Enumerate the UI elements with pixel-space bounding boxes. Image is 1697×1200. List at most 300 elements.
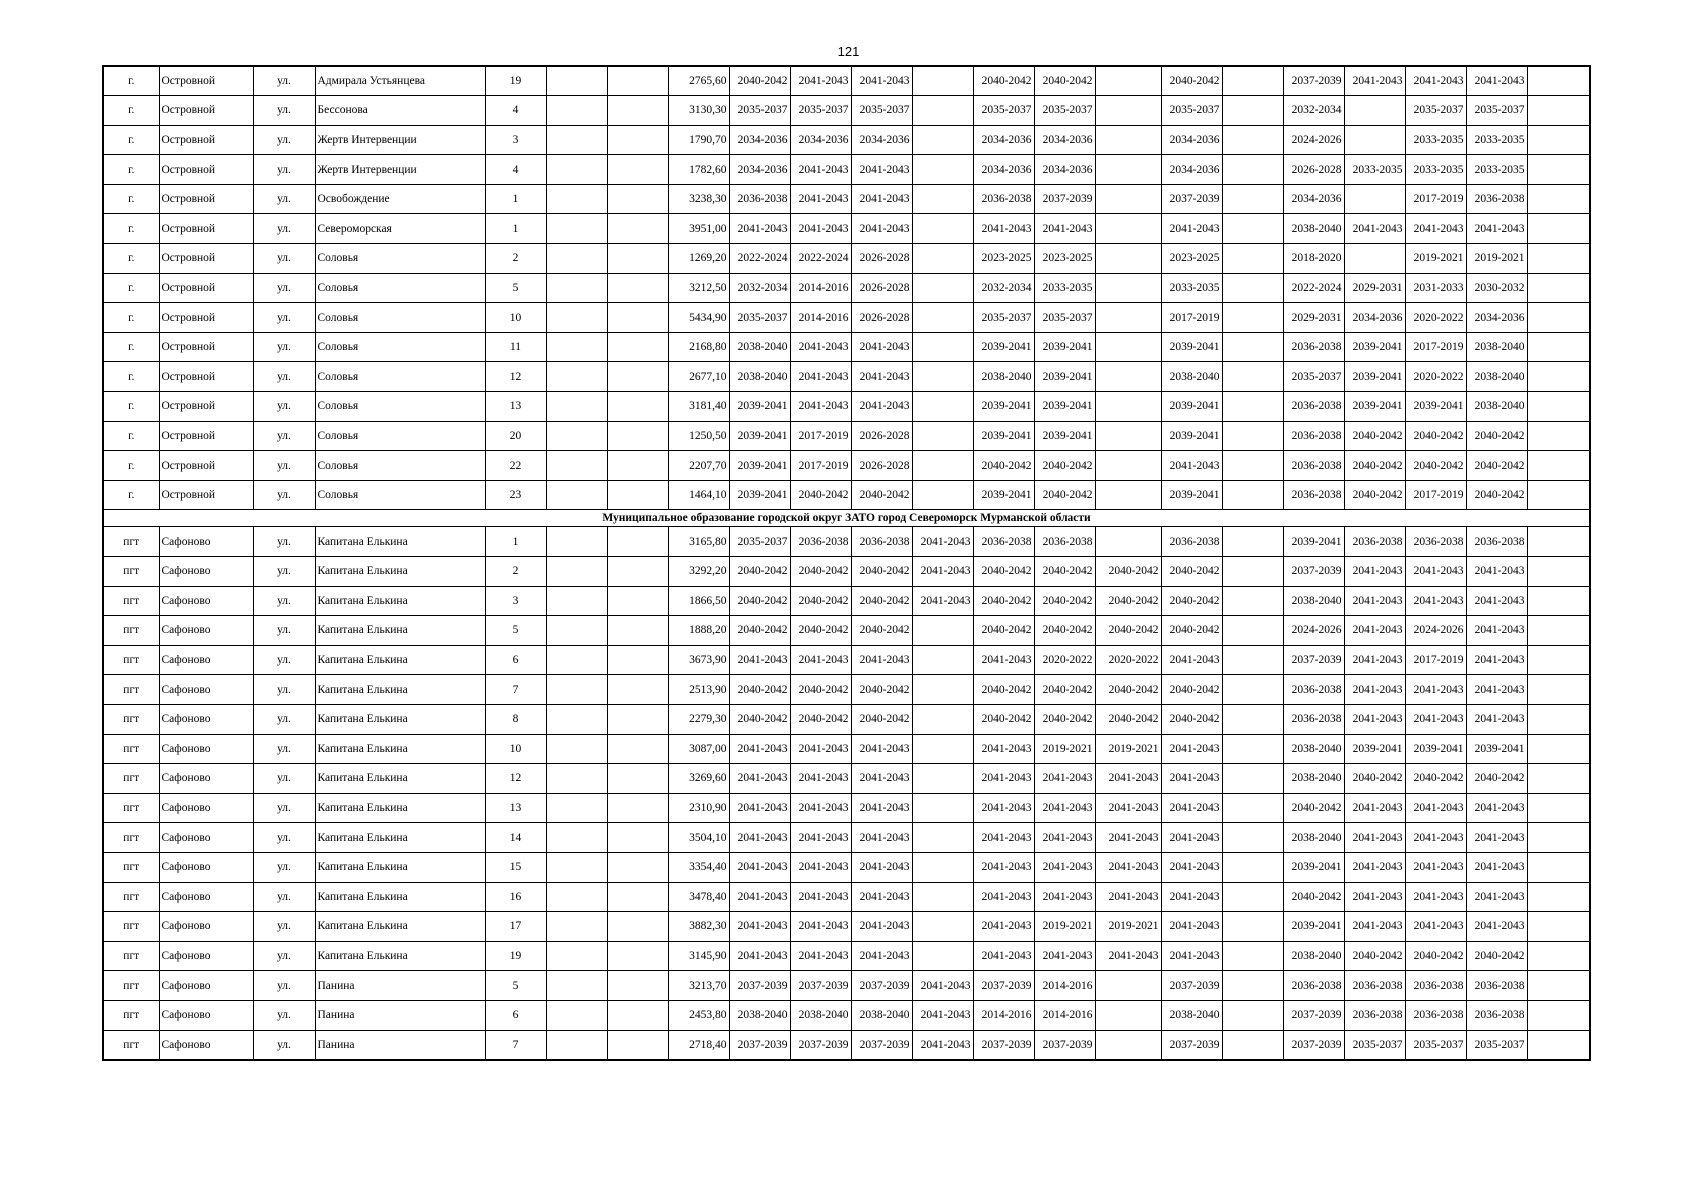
cell-period-col-19: 2041-2043 [1344,852,1405,882]
cell-empty-col-6 [546,645,607,675]
cell-settlement-name: Островной [159,273,253,303]
cell-period-col-18: 2029-2031 [1283,303,1344,333]
cell-period-col-15 [1095,527,1161,557]
cell-settlement-type: пгт [103,1030,159,1060]
cell-street-name: Капитана Елькина [315,527,485,557]
cell-settlement-name: Островной [159,421,253,451]
cell-settlement-name: Островной [159,184,253,214]
cell-settlement-name: Сафоново [159,912,253,942]
cell-area: 3181,40 [668,392,729,422]
cell-period-col-13: 2041-2043 [973,941,1034,971]
cell-period-col-16: 2040-2042 [1161,586,1222,616]
cell-house-number: 23 [485,480,546,510]
cell-settlement-type: г. [103,214,159,244]
cell-house-number: 17 [485,912,546,942]
cell-period-col-11: 2038-2040 [851,1000,912,1030]
cell-period-col-16: 2040-2042 [1161,616,1222,646]
cell-settlement-type: пгт [103,882,159,912]
cell-house-number: 2 [485,244,546,274]
table-row [103,793,1590,823]
cell-settlement-type: пгт [103,941,159,971]
cell-house-number: 4 [485,96,546,126]
cell-period-col-19: 2036-2038 [1344,527,1405,557]
cell-period-col-10: 2014-2016 [790,303,851,333]
cell-period-col-14: 2034-2036 [1034,125,1095,155]
cell-period-col-13: 2040-2042 [973,704,1034,734]
cell-settlement-type: пгт [103,557,159,587]
cell-period-col-12: 2041-2043 [912,586,973,616]
cell-period-col-20: 2041-2043 [1405,586,1466,616]
cell-settlement-name: Островной [159,125,253,155]
cell-period-col-20: 2041-2043 [1405,823,1466,853]
cell-street-name: Жертв Интервенции [315,125,485,155]
cell-empty-col-22 [1527,96,1590,126]
cell-house-number: 6 [485,1000,546,1030]
cell-period-col-19: 2041-2043 [1344,793,1405,823]
cell-period-col-19: 2034-2036 [1344,303,1405,333]
cell-period-col-19: 2029-2031 [1344,273,1405,303]
cell-period-col-9: 2040-2042 [729,66,790,96]
cell-empty-col-6 [546,675,607,705]
cell-empty-col-22 [1527,557,1590,587]
cell-street-name: Панина [315,1030,485,1060]
cell-empty-col-22 [1527,155,1590,185]
cell-settlement-type: пгт [103,1000,159,1030]
page-number: 121 [837,44,860,59]
cell-empty-col-6 [546,882,607,912]
cell-street-type: ул. [253,586,315,616]
cell-settlement-name: Сафоново [159,764,253,794]
cell-period-col-17 [1222,586,1283,616]
cell-period-col-17 [1222,704,1283,734]
cell-period-col-14: 2039-2041 [1034,421,1095,451]
cell-period-col-14: 2040-2042 [1034,557,1095,587]
rows-ostrovnoy [103,66,1590,510]
cell-street-type: ул. [253,971,315,1001]
cell-period-col-16: 2037-2039 [1161,1030,1222,1060]
cell-empty-col-6 [546,155,607,185]
cell-street-type: ул. [253,214,315,244]
cell-period-col-20: 2036-2038 [1405,527,1466,557]
cell-settlement-name: Сафоново [159,527,253,557]
cell-period-col-19: 2041-2043 [1344,912,1405,942]
cell-period-col-21: 2038-2040 [1466,362,1527,392]
cell-period-col-11: 2040-2042 [851,586,912,616]
cell-settlement-name: Островной [159,244,253,274]
cell-period-col-21: 2036-2038 [1466,527,1527,557]
cell-house-number: 1 [485,214,546,244]
cell-settlement-name: Сафоново [159,557,253,587]
cell-period-col-19: 2041-2043 [1344,214,1405,244]
cell-period-col-18: 2036-2038 [1283,704,1344,734]
cell-period-col-19: 2040-2042 [1344,480,1405,510]
cell-period-col-19: 2041-2043 [1344,616,1405,646]
cell-period-col-17 [1222,971,1283,1001]
cell-empty-col-7 [607,527,668,557]
table-row [103,66,1590,96]
cell-settlement-type: пгт [103,852,159,882]
cell-street-type: ул. [253,244,315,274]
cell-period-col-16: 2039-2041 [1161,392,1222,422]
cell-period-col-19: 2040-2042 [1344,941,1405,971]
cell-period-col-12: 2041-2043 [912,1030,973,1060]
cell-period-col-15: 2041-2043 [1095,882,1161,912]
cell-settlement-type: пгт [103,823,159,853]
cell-house-number: 19 [485,66,546,96]
table-row [103,527,1590,557]
cell-house-number: 4 [485,155,546,185]
cell-period-col-11: 2040-2042 [851,704,912,734]
cell-period-col-13: 2037-2039 [973,971,1034,1001]
cell-period-col-16: 2033-2035 [1161,273,1222,303]
cell-period-col-15: 2041-2043 [1095,764,1161,794]
cell-empty-col-6 [546,586,607,616]
cell-street-name: Соловья [315,451,485,481]
cell-period-col-13: 2034-2036 [973,155,1034,185]
cell-period-col-15: 2040-2042 [1095,557,1161,587]
cell-period-col-18: 2038-2040 [1283,823,1344,853]
cell-street-type: ул. [253,734,315,764]
cell-street-type: ул. [253,852,315,882]
cell-area: 3882,30 [668,912,729,942]
table-row [103,941,1590,971]
cell-period-col-16: 2036-2038 [1161,527,1222,557]
cell-period-col-11: 2041-2043 [851,882,912,912]
cell-period-col-9: 2040-2042 [729,557,790,587]
cell-street-name: Соловья [315,303,485,333]
cell-period-col-19 [1344,184,1405,214]
cell-period-col-21: 2041-2043 [1466,214,1527,244]
cell-period-col-12 [912,852,973,882]
cell-period-col-15: 2019-2021 [1095,912,1161,942]
cell-settlement-type: г. [103,362,159,392]
cell-period-col-15: 2040-2042 [1095,704,1161,734]
cell-empty-col-22 [1527,480,1590,510]
cell-period-col-19: 2040-2042 [1344,421,1405,451]
table-row [103,971,1590,1001]
cell-period-col-10: 2041-2043 [790,392,851,422]
cell-area: 1790,70 [668,125,729,155]
cell-area: 1250,50 [668,421,729,451]
cell-period-col-18: 2036-2038 [1283,451,1344,481]
cell-period-col-20: 2017-2019 [1405,645,1466,675]
cell-period-col-18: 2022-2024 [1283,273,1344,303]
cell-area: 3213,70 [668,971,729,1001]
cell-period-col-11: 2040-2042 [851,557,912,587]
cell-period-col-18: 2036-2038 [1283,332,1344,362]
cell-period-col-18: 2036-2038 [1283,480,1344,510]
cell-period-col-9: 2022-2024 [729,244,790,274]
cell-period-col-20: 2041-2043 [1405,214,1466,244]
cell-period-col-19: 2035-2037 [1344,1030,1405,1060]
cell-street-type: ул. [253,392,315,422]
cell-period-col-18: 2038-2040 [1283,586,1344,616]
cell-period-col-17 [1222,527,1283,557]
cell-period-col-13: 2014-2016 [973,1000,1034,1030]
cell-period-col-9: 2034-2036 [729,125,790,155]
cell-settlement-name: Сафоново [159,586,253,616]
cell-area: 3292,20 [668,557,729,587]
cell-period-col-11: 2041-2043 [851,734,912,764]
cell-empty-col-7 [607,557,668,587]
cell-area: 1888,20 [668,616,729,646]
cell-period-col-11: 2026-2028 [851,421,912,451]
cell-street-name: Соловья [315,273,485,303]
table-row [103,303,1590,333]
cell-period-col-18: 2039-2041 [1283,912,1344,942]
cell-period-col-17 [1222,244,1283,274]
cell-period-col-21: 2040-2042 [1466,941,1527,971]
cell-empty-col-22 [1527,362,1590,392]
cell-street-name: Капитана Елькина [315,734,485,764]
cell-period-col-16: 2037-2039 [1161,971,1222,1001]
cell-period-col-14: 2037-2039 [1034,184,1095,214]
cell-period-col-21: 2041-2043 [1466,852,1527,882]
cell-period-col-16: 2034-2036 [1161,155,1222,185]
table-row [103,764,1590,794]
cell-period-col-13: 2035-2037 [973,303,1034,333]
cell-period-col-9: 2041-2043 [729,912,790,942]
table-row [103,852,1590,882]
cell-period-col-16: 2041-2043 [1161,941,1222,971]
cell-period-col-11: 2041-2043 [851,155,912,185]
cell-period-col-13: 2039-2041 [973,421,1034,451]
cell-area: 5434,90 [668,303,729,333]
cell-period-col-12 [912,421,973,451]
cell-area: 2168,80 [668,332,729,362]
cell-period-col-12 [912,616,973,646]
cell-period-col-19: 2039-2041 [1344,332,1405,362]
cell-house-number: 11 [485,332,546,362]
cell-house-number: 5 [485,273,546,303]
cell-period-col-18: 2024-2026 [1283,616,1344,646]
cell-period-col-19: 2041-2043 [1344,557,1405,587]
cell-street-type: ул. [253,451,315,481]
cell-period-col-12 [912,303,973,333]
cell-settlement-name: Сафоново [159,675,253,705]
cell-area: 3269,60 [668,764,729,794]
cell-period-col-19: 2041-2043 [1344,586,1405,616]
cell-period-col-16: 2040-2042 [1161,704,1222,734]
cell-empty-col-6 [546,793,607,823]
cell-period-col-17 [1222,214,1283,244]
cell-period-col-15 [1095,303,1161,333]
cell-house-number: 12 [485,764,546,794]
cell-empty-col-6 [546,734,607,764]
cell-street-type: ул. [253,645,315,675]
cell-empty-col-22 [1527,704,1590,734]
cell-period-col-15: 2019-2021 [1095,734,1161,764]
cell-period-col-19: 2036-2038 [1344,971,1405,1001]
cell-period-col-12 [912,96,973,126]
cell-area: 1464,10 [668,480,729,510]
cell-empty-col-7 [607,303,668,333]
cell-settlement-name: Островной [159,451,253,481]
cell-period-col-19 [1344,96,1405,126]
cell-period-col-19: 2033-2035 [1344,155,1405,185]
cell-period-col-12 [912,734,973,764]
cell-period-col-13: 2023-2025 [973,244,1034,274]
cell-period-col-21: 2041-2043 [1466,645,1527,675]
cell-street-name: Капитана Елькина [315,586,485,616]
cell-empty-col-6 [546,66,607,96]
cell-empty-col-7 [607,675,668,705]
cell-empty-col-7 [607,273,668,303]
cell-empty-col-6 [546,421,607,451]
cell-period-col-13: 2035-2037 [973,96,1034,126]
cell-period-col-21: 2036-2038 [1466,971,1527,1001]
cell-period-col-12 [912,451,973,481]
cell-street-name: Панина [315,1000,485,1030]
cell-street-name: Капитана Елькина [315,704,485,734]
cell-settlement-name: Сафоново [159,645,253,675]
cell-period-col-14: 2036-2038 [1034,527,1095,557]
cell-period-col-10: 2017-2019 [790,421,851,451]
cell-empty-col-7 [607,184,668,214]
cell-period-col-14: 2040-2042 [1034,704,1095,734]
cell-period-col-21: 2041-2043 [1466,616,1527,646]
cell-period-col-21: 2041-2043 [1466,557,1527,587]
cell-settlement-name: Сафоново [159,734,253,764]
cell-period-col-12 [912,480,973,510]
cell-empty-col-6 [546,704,607,734]
cell-period-col-20: 2040-2042 [1405,941,1466,971]
cell-period-col-11: 2037-2039 [851,1030,912,1060]
cell-empty-col-7 [607,480,668,510]
cell-period-col-16: 2040-2042 [1161,557,1222,587]
cell-period-col-21: 2041-2043 [1466,912,1527,942]
cell-empty-col-22 [1527,273,1590,303]
cell-period-col-16: 2041-2043 [1161,852,1222,882]
cell-house-number: 1 [485,184,546,214]
cell-area: 3165,80 [668,527,729,557]
cell-period-col-14: 2041-2043 [1034,852,1095,882]
cell-street-type: ул. [253,66,315,96]
cell-period-col-17 [1222,480,1283,510]
cell-empty-col-6 [546,557,607,587]
cell-period-col-20: 2041-2043 [1405,704,1466,734]
cell-period-col-17 [1222,451,1283,481]
cell-period-col-19: 2041-2043 [1344,823,1405,853]
cell-period-col-20: 2036-2038 [1405,971,1466,1001]
cell-empty-col-6 [546,616,607,646]
cell-period-col-10: 2040-2042 [790,586,851,616]
table-row [103,882,1590,912]
cell-empty-col-22 [1527,675,1590,705]
cell-empty-col-6 [546,852,607,882]
cell-period-col-16: 2041-2043 [1161,823,1222,853]
cell-period-col-17 [1222,882,1283,912]
cell-period-col-11: 2026-2028 [851,303,912,333]
cell-period-col-15 [1095,1000,1161,1030]
cell-street-name: Освобождение [315,184,485,214]
cell-empty-col-22 [1527,421,1590,451]
cell-period-col-9: 2040-2042 [729,616,790,646]
cell-period-col-15 [1095,96,1161,126]
cell-period-col-20: 2017-2019 [1405,184,1466,214]
cell-period-col-19: 2041-2043 [1344,645,1405,675]
cell-empty-col-7 [607,793,668,823]
cell-empty-col-7 [607,971,668,1001]
cell-empty-col-22 [1527,941,1590,971]
cell-empty-col-6 [546,823,607,853]
cell-period-col-9: 2032-2034 [729,273,790,303]
cell-settlement-type: пгт [103,971,159,1001]
cell-period-col-14: 2035-2037 [1034,96,1095,126]
cell-empty-col-7 [607,96,668,126]
cell-period-col-21: 2039-2041 [1466,734,1527,764]
cell-empty-col-22 [1527,214,1590,244]
cell-empty-col-7 [607,214,668,244]
cell-empty-col-6 [546,941,607,971]
cell-period-col-11: 2041-2043 [851,392,912,422]
cell-period-col-15 [1095,273,1161,303]
cell-empty-col-7 [607,451,668,481]
cell-period-col-16: 2039-2041 [1161,421,1222,451]
cell-street-name: Соловья [315,362,485,392]
cell-period-col-17 [1222,823,1283,853]
cell-period-col-14: 2041-2043 [1034,941,1095,971]
cell-period-col-17 [1222,557,1283,587]
cell-empty-col-22 [1527,823,1590,853]
cell-period-col-17 [1222,184,1283,214]
cell-period-col-13: 2039-2041 [973,332,1034,362]
table-row [103,1030,1590,1060]
cell-period-col-13: 2041-2043 [973,214,1034,244]
cell-period-col-12 [912,362,973,392]
cell-empty-col-22 [1527,793,1590,823]
cell-period-col-16: 2041-2043 [1161,451,1222,481]
table-row [103,214,1590,244]
cell-empty-col-6 [546,912,607,942]
cell-period-col-12 [912,764,973,794]
cell-street-name: Капитана Елькина [315,941,485,971]
cell-area: 1782,60 [668,155,729,185]
cell-period-col-10: 2041-2043 [790,823,851,853]
cell-empty-col-22 [1527,451,1590,481]
cell-period-col-9: 2038-2040 [729,362,790,392]
cell-empty-col-22 [1527,1000,1590,1030]
cell-period-col-15 [1095,480,1161,510]
cell-area: 3504,10 [668,823,729,853]
cell-period-col-17 [1222,125,1283,155]
cell-period-col-21: 2034-2036 [1466,303,1527,333]
cell-settlement-type: пгт [103,645,159,675]
cell-period-col-20: 2041-2043 [1405,675,1466,705]
cell-period-col-14: 2033-2035 [1034,273,1095,303]
cell-period-col-16: 2039-2041 [1161,332,1222,362]
table-row [103,421,1590,451]
cell-empty-col-7 [607,645,668,675]
cell-house-number: 14 [485,823,546,853]
cell-period-col-21: 2041-2043 [1466,823,1527,853]
cell-period-col-12 [912,214,973,244]
cell-settlement-type: г. [103,244,159,274]
cell-period-col-15: 2040-2042 [1095,675,1161,705]
cell-period-col-19: 2039-2041 [1344,362,1405,392]
cell-settlement-type: г. [103,125,159,155]
cell-period-col-17 [1222,155,1283,185]
cell-period-col-11: 2041-2043 [851,184,912,214]
cell-empty-col-7 [607,244,668,274]
table-row [103,125,1590,155]
cell-street-name: Капитана Елькина [315,616,485,646]
cell-street-name: Соловья [315,480,485,510]
cell-empty-col-6 [546,1000,607,1030]
cell-street-type: ул. [253,421,315,451]
cell-period-col-11: 2034-2036 [851,125,912,155]
cell-house-number: 13 [485,392,546,422]
